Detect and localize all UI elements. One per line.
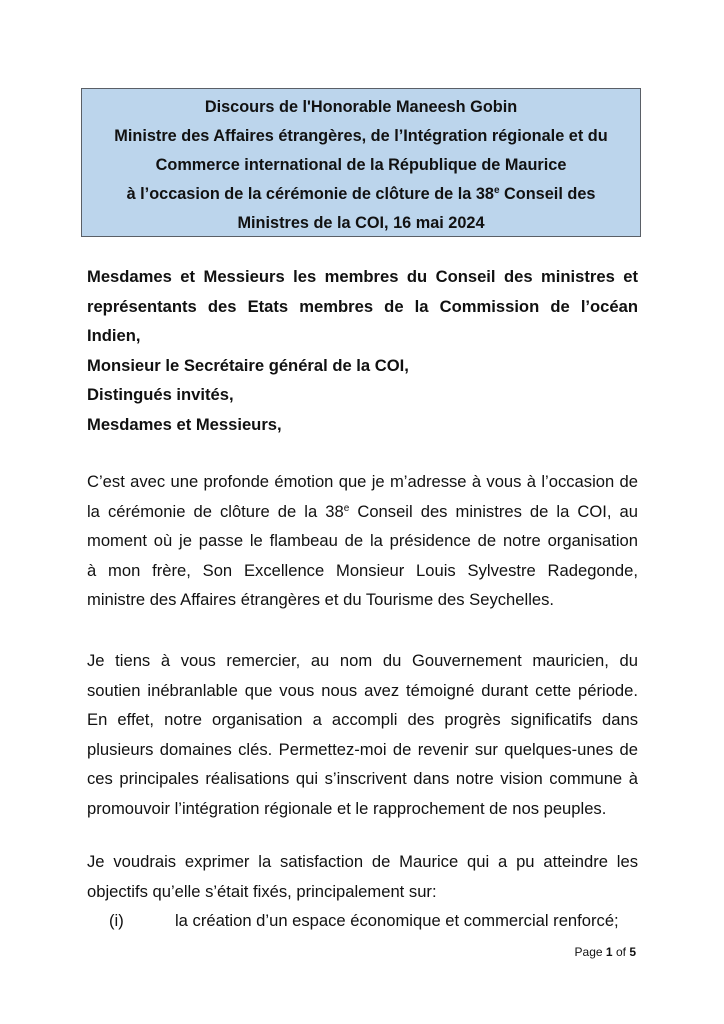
paragraph-line: plusieurs domaines clés. Permettez-moi de revenir sur quelques-unes de xyxy=(87,739,638,759)
salutation-line: Mesdames et Messieurs les membres du Conseil des ministres et xyxy=(87,267,638,286)
paragraph-line: moment où je passe le flambeau de la présidence de notre organisation xyxy=(87,531,638,550)
list-number: (i) xyxy=(109,911,124,930)
title-line: Ministre des Affaires étrangères, de l’Intégration régionale et du xyxy=(114,127,608,145)
paragraph-line: promouvoir l’intégration régionale et le rapprochement de nos peuples. xyxy=(87,798,607,818)
salutation-line: Distingués invités, xyxy=(87,385,234,404)
salutation-line: Monsieur le Secrétaire général de la COI, xyxy=(87,355,409,375)
salutation-line: Indien, xyxy=(87,326,141,345)
total-pages: 5 xyxy=(629,945,636,959)
page-footer xyxy=(575,945,636,959)
superscript: e xyxy=(343,502,350,514)
paragraph-line: Je tiens à vous remercier, au nom du Gouvernement mauricien, du xyxy=(87,651,638,670)
superscript: e xyxy=(493,185,500,196)
title-box xyxy=(81,88,641,237)
paragraph-line: Je voudrais exprimer la satisfaction de Maurice qui a pu atteindre les xyxy=(87,852,638,871)
page-label: Page xyxy=(574,945,603,959)
paragraph-line: En effet, notre organisation a accompli des progrès significatifs dans xyxy=(87,710,638,729)
current-page: 1 xyxy=(605,945,613,959)
paragraph-line: à mon frère, Son Excellence Monsieur Louis Sylvestre Radegonde, xyxy=(87,560,638,580)
title-text: Conseil des xyxy=(499,185,596,203)
paragraph-line: soutien inébranlable que vous nous avez témoigné durant cette période. xyxy=(87,680,638,700)
paragraph-line: ces principales réalisations qui s’inscrivent dans notre vision commune à xyxy=(87,769,638,788)
title-text: à l’occasion de la cérémonie de clôture de la 38 xyxy=(126,185,494,203)
title-line: Commerce international de la République de Maurice xyxy=(155,156,567,174)
salutation-line: Mesdames et Messieurs, xyxy=(87,414,282,434)
salutation-line: représentants des Etats membres de la Commission de l’océan xyxy=(87,296,638,316)
paragraph-1 xyxy=(87,467,638,615)
title-line xyxy=(82,180,640,209)
title-line: Discours de l'Honorable Maneesh Gobin xyxy=(204,98,518,116)
paragraph-text: la cérémonie de clôture de la 38 xyxy=(87,501,344,521)
paragraph-line: C’est avec une profonde émotion que je m’adresse à vous à l’occasion de xyxy=(87,472,638,491)
paragraph-3 xyxy=(87,847,638,936)
paragraph-line xyxy=(87,497,638,527)
paragraph-2 xyxy=(87,646,638,823)
salutation xyxy=(87,262,638,439)
list-item xyxy=(87,906,638,936)
paragraph-text: Conseil des ministres de la COI, au xyxy=(349,501,638,521)
paragraph-line: ministre des Affaires étrangères et du Tourisme des Seychelles. xyxy=(87,590,555,609)
of-label: of xyxy=(615,945,626,959)
paragraph-line: objectifs qu’elle s’était fixés, principalement sur: xyxy=(87,881,437,901)
title-line: Ministres de la COI, 16 mai 2024 xyxy=(237,214,485,232)
list-text: la création d’un espace économique et commercial renforcé; xyxy=(175,911,619,930)
